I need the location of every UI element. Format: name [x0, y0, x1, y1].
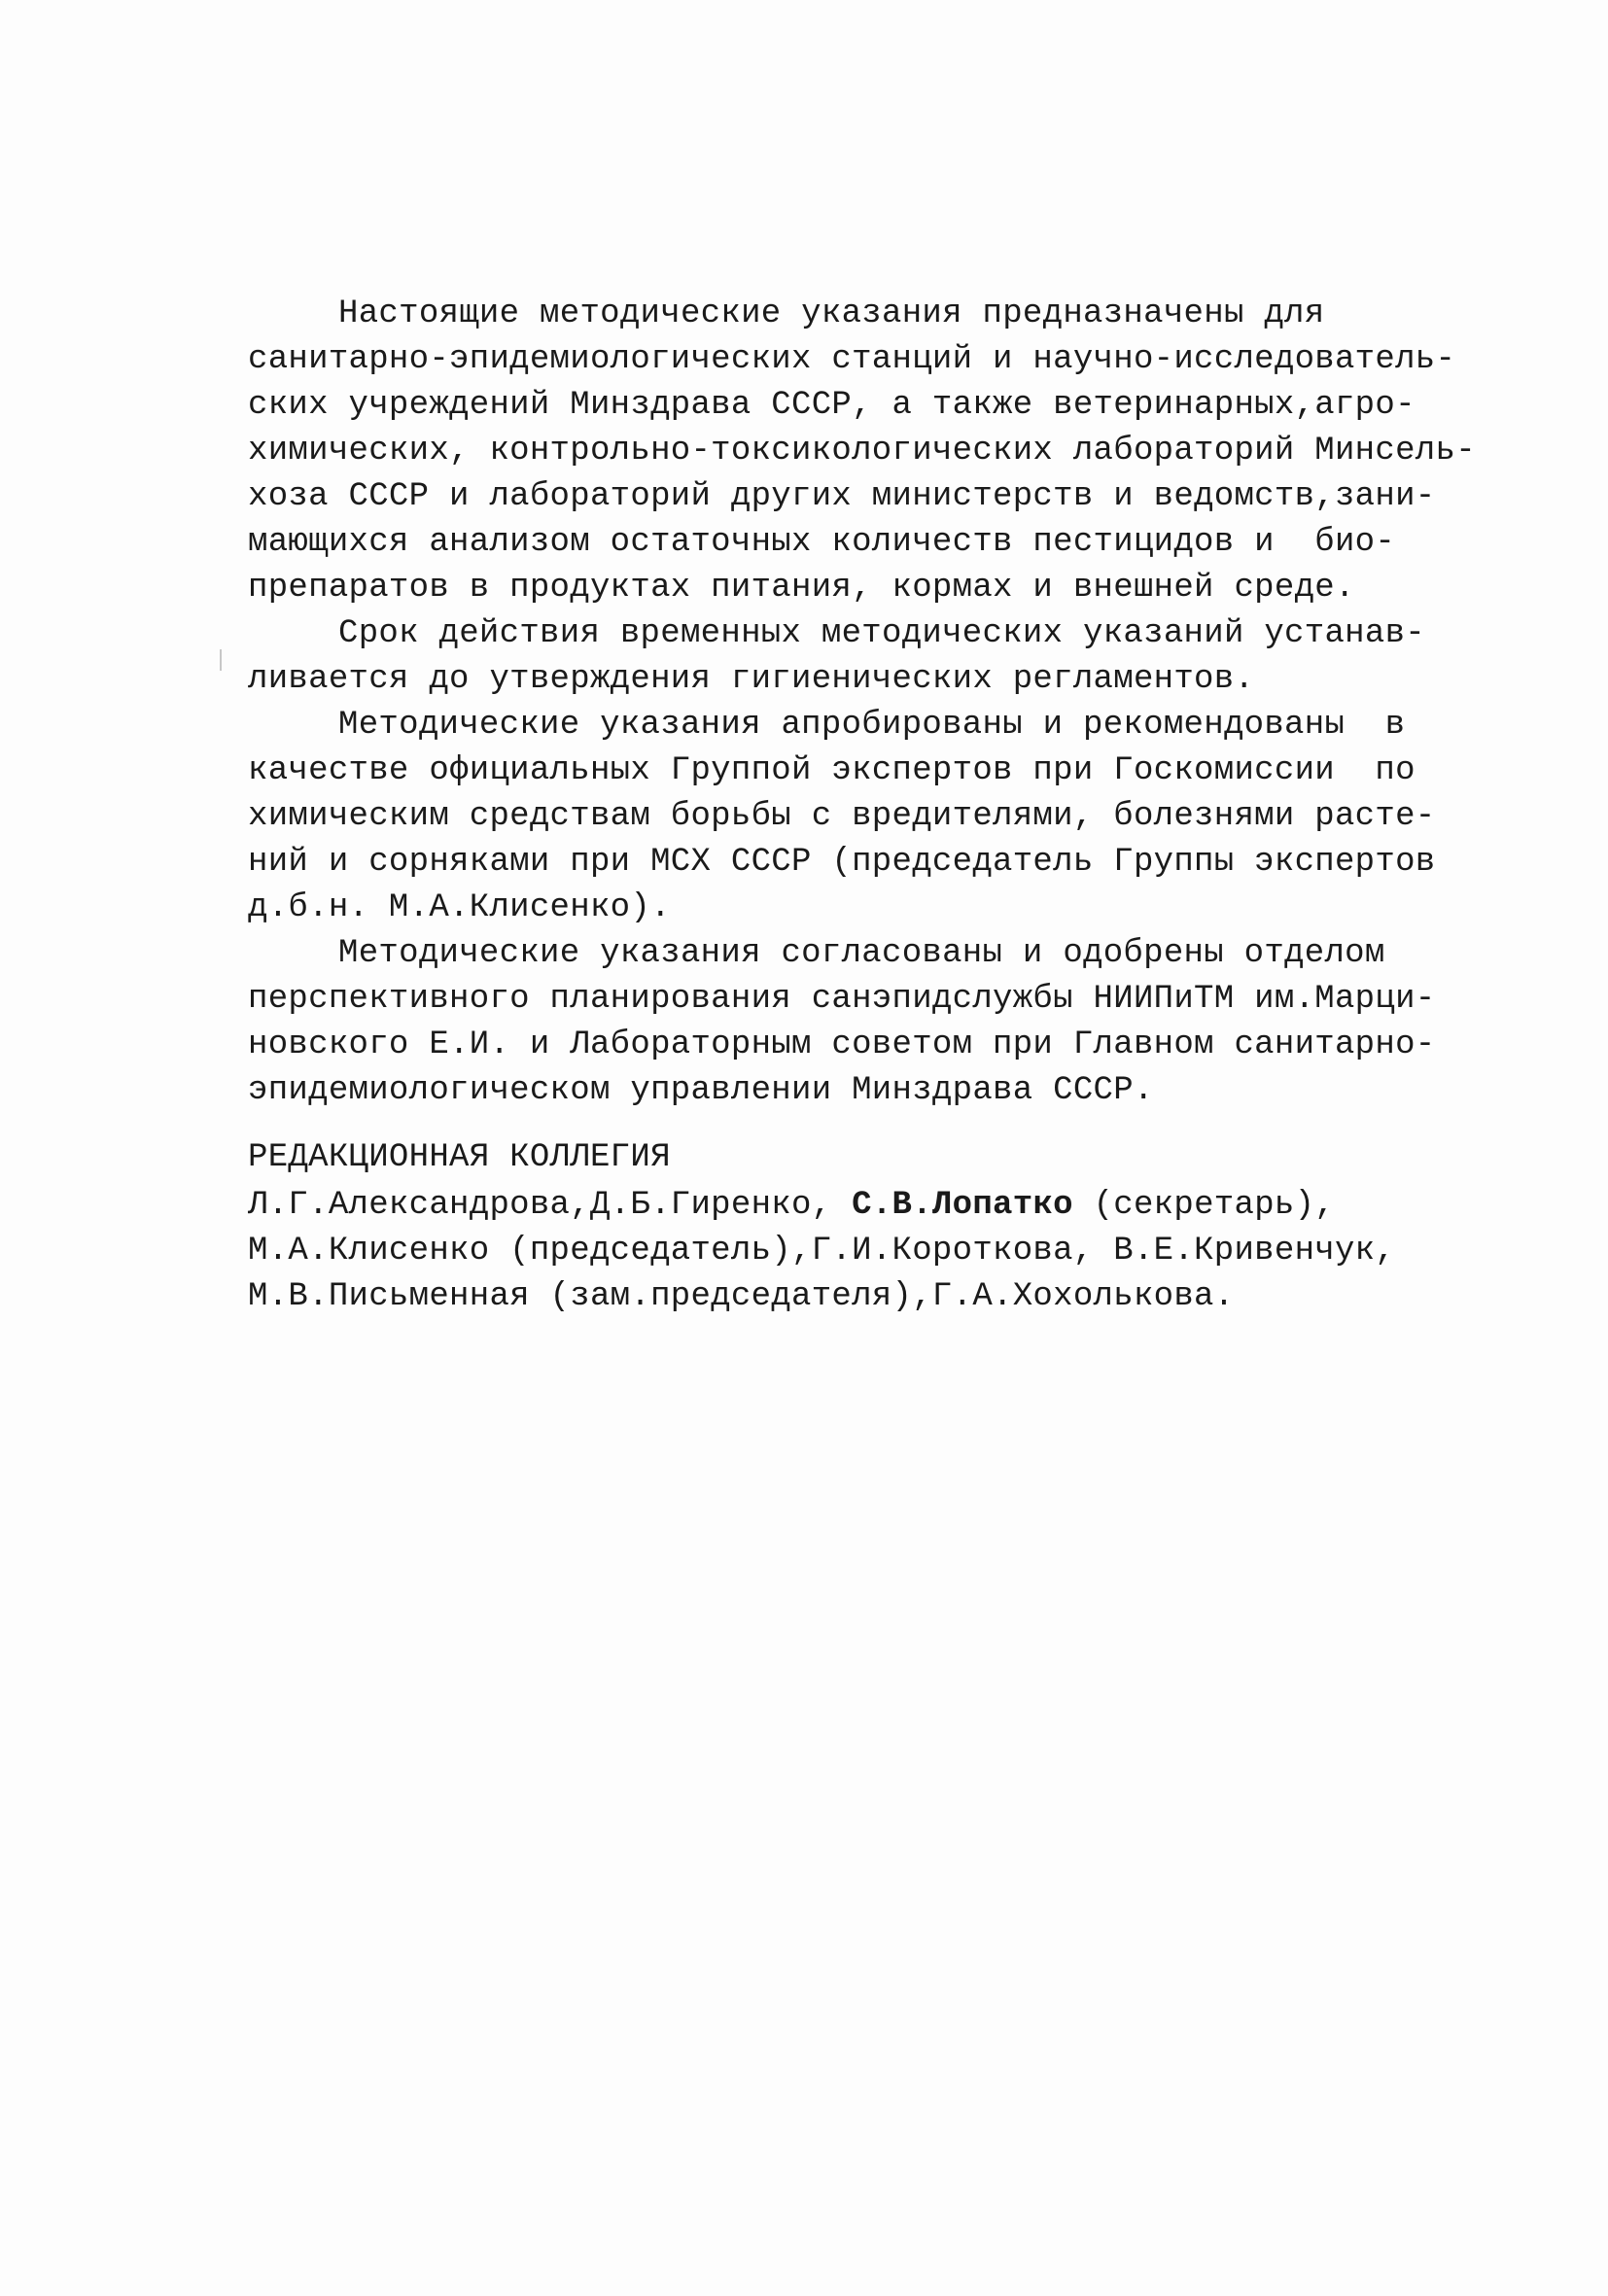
editorial-board-line: М.В.Письменная (зам.председателя),Г.А.Хохолькова.: [248, 1278, 1235, 1315]
text-line: новского Е.И. и Лабораторным советом при Главном санитарно-: [248, 1026, 1436, 1063]
text-line: санитарно-эпидемиологических станций и научно-исследователь-: [248, 341, 1456, 378]
text-line: перспективного планирования санэпидслужбы НИИПиТМ им.Марци-: [248, 981, 1436, 1018]
editorial-board-line: М.А.Клисенко (председатель),Г.И.Короткова, В.Е.Кривенчук,: [248, 1233, 1396, 1270]
margin-mark: [220, 649, 222, 671]
text-line: химических, контрольно-токсикологических лабораторий Минсель-: [248, 433, 1476, 470]
paragraph-purpose: [248, 292, 1476, 611]
text-line: Методические указания апробированы и рекомендованы в: [338, 707, 1406, 744]
paragraph-validity: [248, 611, 1425, 703]
text-line: хоза СССР и лабораторий других министерств и ведомств,зани-: [248, 478, 1436, 515]
text-line: ских учреждений Минздрава СССР, а также ветеринарных,агро-: [248, 387, 1416, 424]
text-line: ний и сорняками при МСХ СССР (председатель Группы экспертов: [248, 844, 1436, 881]
text-line: мающихся анализом остаточных количеств пестицидов и био-: [248, 524, 1396, 561]
main-text: [248, 292, 1476, 1114]
text-line: ливается до утверждения гигиенических регламентов.: [248, 661, 1255, 698]
text-line: эпидемиологическом управлении Минздрава СССР.: [248, 1072, 1154, 1109]
text-line: д.б.н. М.А.Клисенко).: [248, 889, 671, 926]
board-members-part: Л.Г.Александрова,Д.Б.Гиренко,: [248, 1187, 853, 1224]
editorial-board: [248, 1135, 1395, 1320]
text-line: препаратов в продуктах питания, кормах и внешней среде.: [248, 570, 1355, 607]
text-line: Срок действия временных методических указаний устанав-: [338, 615, 1425, 652]
paragraph-agreement: [248, 931, 1436, 1114]
text-line: Методические указания согласованы и одобрены отделом: [338, 935, 1385, 972]
text-line: качестве официальных Группой экспертов при Госкомиссии по: [248, 752, 1416, 789]
text-line: химическим средствам борьбы с вредителями, болезнями расте-: [248, 798, 1436, 835]
board-secretary-name: С.В.Лопатко: [852, 1187, 1073, 1224]
board-members-part: (секретарь),: [1072, 1187, 1336, 1224]
editorial-board-line: [248, 1183, 1395, 1229]
paragraph-approval: [248, 703, 1436, 931]
text-line: Настоящие методические указания предназначены для: [338, 296, 1325, 332]
editorial-board-title: РЕДАКЦИОННАЯ КОЛЛЕГИЯ: [248, 1139, 671, 1176]
